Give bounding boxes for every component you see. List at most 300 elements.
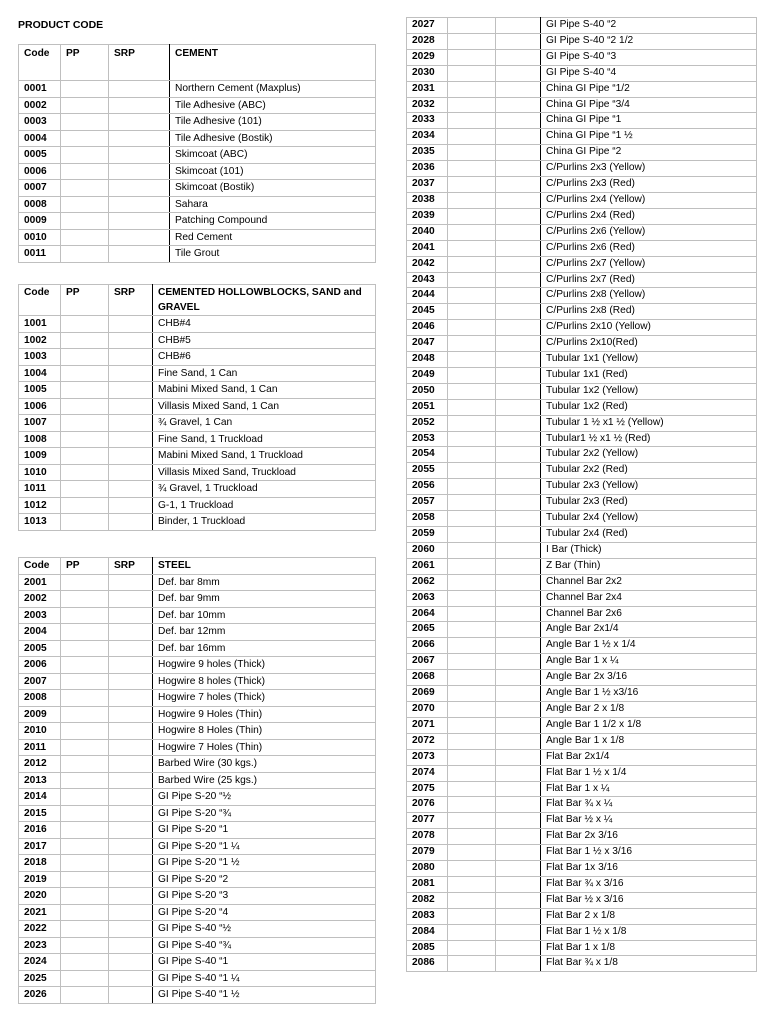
srp-cell (109, 657, 153, 674)
srp-cell (496, 113, 541, 129)
pp-cell (61, 690, 109, 707)
product-name: C/Purlins 2x3 (Red) (541, 177, 757, 193)
table-row (19, 855, 376, 872)
table-row (407, 97, 757, 113)
table-header-row (19, 558, 376, 575)
srp-header: SRP (109, 285, 153, 316)
table-row (407, 320, 757, 336)
steel-continued-table (406, 17, 757, 972)
product-name: GI Pipe S-20 “1 ¼ (153, 838, 376, 855)
pp-cell (448, 113, 496, 129)
srp-cell (109, 871, 153, 888)
product-code: 2071 (407, 717, 448, 733)
table-row (407, 829, 757, 845)
product-name: Angle Bar 1 ½ x 1/4 (541, 638, 757, 654)
srp-cell (109, 147, 170, 164)
product-code: 2012 (19, 756, 61, 773)
table-row (19, 448, 376, 465)
pp-cell (448, 367, 496, 383)
pp-cell (61, 332, 109, 349)
pp-cell (61, 805, 109, 822)
product-code: 2028 (407, 33, 448, 49)
pp-cell (448, 861, 496, 877)
table-row (407, 113, 757, 129)
product-code: 2017 (19, 838, 61, 855)
srp-cell (109, 822, 153, 839)
srp-cell (496, 574, 541, 590)
product-code: 2030 (407, 65, 448, 81)
product-name: Angle Bar 1 1/2 x 1/8 (541, 717, 757, 733)
product-code: 2019 (19, 871, 61, 888)
pp-cell (448, 192, 496, 208)
srp-cell (496, 876, 541, 892)
srp-cell (109, 431, 153, 448)
product-code: 2057 (407, 495, 448, 511)
product-name: Hogwire 9 holes (Thick) (153, 657, 376, 674)
table-row (19, 690, 376, 707)
pp-cell (448, 638, 496, 654)
product-name: Tubular 1x1 (Yellow) (541, 352, 757, 368)
product-name: China GI Pipe “3/4 (541, 97, 757, 113)
table-row (19, 481, 376, 498)
product-code: 1009 (19, 448, 61, 465)
srp-cell (496, 829, 541, 845)
pp-cell (61, 431, 109, 448)
srp-cell (496, 272, 541, 288)
table-row (407, 431, 757, 447)
product-code: 2027 (407, 18, 448, 34)
product-name: C/Purlins 2x7 (Yellow) (541, 256, 757, 272)
pp-cell (61, 706, 109, 723)
table-row (407, 797, 757, 813)
table-row (19, 147, 376, 164)
product-code: 0010 (19, 229, 61, 246)
product-code: 0011 (19, 246, 61, 263)
table-row (407, 956, 757, 972)
pp-cell (61, 365, 109, 382)
table-row (407, 65, 757, 81)
srp-cell (496, 33, 541, 49)
pp-cell (61, 464, 109, 481)
product-name: Tubular 1x2 (Red) (541, 399, 757, 415)
table-row (19, 365, 376, 382)
pp-cell (61, 481, 109, 498)
pp-cell (61, 640, 109, 657)
table-row (407, 622, 757, 638)
pp-cell (448, 336, 496, 352)
srp-cell (496, 415, 541, 431)
table-row (19, 904, 376, 921)
product-code: 0005 (19, 147, 61, 164)
pp-cell (61, 246, 109, 263)
table-row (19, 81, 376, 98)
table-row (19, 130, 376, 147)
table-row (407, 924, 757, 940)
product-code: 2075 (407, 781, 448, 797)
pp-cell (61, 448, 109, 465)
product-code: 0003 (19, 114, 61, 131)
product-name: GI Pipe S-40 “3 (541, 49, 757, 65)
product-code: 2029 (407, 49, 448, 65)
table-row (407, 892, 757, 908)
pp-cell (448, 240, 496, 256)
product-code: 2036 (407, 161, 448, 177)
pp-cell (448, 65, 496, 81)
product-name: GI Pipe S-40 “½ (153, 921, 376, 938)
product-name: G-1, 1 Truckload (153, 497, 376, 514)
srp-cell (496, 336, 541, 352)
srp-cell (109, 398, 153, 415)
srp-cell (109, 607, 153, 624)
product-name: Tubular 2x2 (Red) (541, 463, 757, 479)
product-code: 2072 (407, 733, 448, 749)
srp-cell (496, 733, 541, 749)
pp-cell (61, 937, 109, 954)
pp-cell (61, 382, 109, 399)
product-code: 2010 (19, 723, 61, 740)
product-code: 2082 (407, 892, 448, 908)
srp-cell (109, 97, 170, 114)
table-row (19, 789, 376, 806)
product-name: Channel Bar 2x6 (541, 606, 757, 622)
srp-cell (109, 723, 153, 740)
product-code: 2016 (19, 822, 61, 839)
table-row (407, 606, 757, 622)
product-code: 2043 (407, 272, 448, 288)
product-name: GI Pipe S-40 “2 (541, 18, 757, 34)
product-name: Northern Cement (Maxplus) (170, 81, 376, 98)
category-heading: STEEL (153, 558, 376, 575)
product-name: C/Purlins 2x10 (Yellow) (541, 320, 757, 336)
table-row (19, 464, 376, 481)
product-name: Villasis Mixed Sand, Truckload (153, 464, 376, 481)
product-name: Z Bar (Thin) (541, 558, 757, 574)
table-row (19, 398, 376, 415)
product-name: CHB#5 (153, 332, 376, 349)
pp-cell (448, 479, 496, 495)
product-name: China GI Pipe “1 (541, 113, 757, 129)
product-code: 2049 (407, 367, 448, 383)
pp-cell (61, 163, 109, 180)
table-row (19, 871, 376, 888)
pp-cell (61, 772, 109, 789)
srp-cell (496, 129, 541, 145)
table-row (407, 701, 757, 717)
pp-cell (448, 177, 496, 193)
product-code: 2018 (19, 855, 61, 872)
pp-cell (448, 574, 496, 590)
srp-cell (109, 690, 153, 707)
srp-cell (496, 622, 541, 638)
pp-cell (61, 970, 109, 987)
product-name: Patching Compound (170, 213, 376, 230)
product-code: 2025 (19, 970, 61, 987)
srp-cell (496, 81, 541, 97)
srp-cell (109, 81, 170, 98)
table-row (19, 954, 376, 971)
product-code: 2023 (19, 937, 61, 954)
pp-cell (448, 511, 496, 527)
table-row (407, 908, 757, 924)
product-name: C/Purlins 2x4 (Yellow) (541, 192, 757, 208)
table-row (407, 765, 757, 781)
product-code: 2069 (407, 686, 448, 702)
product-name: Tubular 2x3 (Red) (541, 495, 757, 511)
product-code: 2063 (407, 590, 448, 606)
pp-cell (448, 463, 496, 479)
product-name: Flat Bar ¾ x ¼ (541, 797, 757, 813)
table-row (19, 497, 376, 514)
product-code: 2024 (19, 954, 61, 971)
srp-cell (496, 845, 541, 861)
srp-cell (109, 163, 170, 180)
product-name: GI Pipe S-40 “¾ (153, 937, 376, 954)
product-name: Hogwire 9 Holes (Thin) (153, 706, 376, 723)
product-name: China GI Pipe “1 ½ (541, 129, 757, 145)
pp-cell (61, 954, 109, 971)
table-row (407, 686, 757, 702)
srp-cell (496, 161, 541, 177)
table-row (19, 229, 376, 246)
srp-cell (109, 229, 170, 246)
product-name: China GI Pipe “1/2 (541, 81, 757, 97)
pp-cell (61, 888, 109, 905)
srp-cell (109, 514, 153, 531)
srp-cell (109, 855, 153, 872)
table-row (19, 591, 376, 608)
table-header-row (19, 285, 376, 316)
srp-cell (109, 789, 153, 806)
pp-cell (448, 288, 496, 304)
pp-cell (448, 383, 496, 399)
product-name: Channel Bar 2x4 (541, 590, 757, 606)
table-row (19, 838, 376, 855)
srp-cell (109, 937, 153, 954)
product-code: 2064 (407, 606, 448, 622)
product-name: GI Pipe S-40 “2 1/2 (541, 33, 757, 49)
product-name: Def. bar 12mm (153, 624, 376, 641)
cement-table (18, 44, 376, 263)
product-name: Flat Bar 1 ½ x 1/4 (541, 765, 757, 781)
product-code: 1013 (19, 514, 61, 531)
product-name: Sahara (170, 196, 376, 213)
product-code: 2050 (407, 383, 448, 399)
srp-cell (109, 415, 153, 432)
product-code: 2086 (407, 956, 448, 972)
pp-cell (448, 558, 496, 574)
product-code: 2041 (407, 240, 448, 256)
product-name: Tubular 2x4 (Red) (541, 527, 757, 543)
table-row (19, 196, 376, 213)
table-row (19, 382, 376, 399)
product-code: 2048 (407, 352, 448, 368)
product-code: 2013 (19, 772, 61, 789)
product-name: Angle Bar 2x1/4 (541, 622, 757, 638)
pp-cell (448, 924, 496, 940)
table-row (407, 352, 757, 368)
pp-cell (448, 765, 496, 781)
srp-cell (496, 781, 541, 797)
product-name: Tubular1 ½ x1 ½ (Red) (541, 431, 757, 447)
product-name: CHB#6 (153, 349, 376, 366)
table-row (407, 876, 757, 892)
product-name: Flat Bar ¾ x 1/8 (541, 956, 757, 972)
table-row (407, 940, 757, 956)
product-code: 2083 (407, 908, 448, 924)
product-name: Angle Bar 1 x ¼ (541, 654, 757, 670)
product-name: C/Purlins 2x8 (Red) (541, 304, 757, 320)
pp-cell (448, 940, 496, 956)
srp-cell (109, 349, 153, 366)
table-row (19, 723, 376, 740)
product-code: 2038 (407, 192, 448, 208)
product-name: Angle Bar 2 x 1/8 (541, 701, 757, 717)
product-code: 2052 (407, 415, 448, 431)
srp-cell (496, 97, 541, 113)
product-name: ¾ Gravel, 1 Can (153, 415, 376, 432)
product-code: 1004 (19, 365, 61, 382)
pp-cell (61, 855, 109, 872)
product-code: 2077 (407, 813, 448, 829)
product-code: 2078 (407, 829, 448, 845)
pp-cell (61, 987, 109, 1004)
pp-cell (448, 686, 496, 702)
table-row (19, 624, 376, 641)
product-name: Flat Bar 2 x 1/8 (541, 908, 757, 924)
product-code: 2011 (19, 739, 61, 756)
pp-header: PP (61, 285, 109, 316)
category-heading: CEMENT (170, 45, 376, 81)
product-name: Hogwire 7 holes (Thick) (153, 690, 376, 707)
table-row (407, 590, 757, 606)
srp-cell (496, 717, 541, 733)
product-code: 2033 (407, 113, 448, 129)
table-row (407, 574, 757, 590)
pp-cell (61, 97, 109, 114)
product-name: Flat Bar ½ x 3/16 (541, 892, 757, 908)
pp-cell (61, 229, 109, 246)
product-code: 2014 (19, 789, 61, 806)
product-name: Mabini Mixed Sand, 1 Truckload (153, 448, 376, 465)
srp-cell (496, 924, 541, 940)
product-code: 2020 (19, 888, 61, 905)
product-name: Tile Adhesive (101) (170, 114, 376, 131)
code-header: Code (19, 558, 61, 575)
product-code: 1006 (19, 398, 61, 415)
product-name: Tile Adhesive (Bostik) (170, 130, 376, 147)
table-row (19, 514, 376, 531)
table-row (19, 657, 376, 674)
pp-cell (61, 130, 109, 147)
srp-cell (109, 464, 153, 481)
product-name: GI Pipe S-20 “1 ½ (153, 855, 376, 872)
steel-table (18, 557, 376, 1004)
table-row (19, 640, 376, 657)
srp-cell (496, 431, 541, 447)
srp-cell (496, 49, 541, 65)
srp-cell (496, 558, 541, 574)
srp-cell (496, 765, 541, 781)
pp-cell (448, 399, 496, 415)
table-row (407, 399, 757, 415)
product-name: C/Purlins 2x6 (Red) (541, 240, 757, 256)
table-row (19, 772, 376, 789)
table-row (407, 861, 757, 877)
srp-header: SRP (109, 558, 153, 575)
product-code: 0004 (19, 130, 61, 147)
product-code: 2058 (407, 511, 448, 527)
srp-cell (496, 65, 541, 81)
product-code: 2031 (407, 81, 448, 97)
pp-cell (448, 829, 496, 845)
srp-cell (109, 970, 153, 987)
pp-cell (448, 876, 496, 892)
product-code: 2081 (407, 876, 448, 892)
table-row (19, 822, 376, 839)
product-code: 2073 (407, 749, 448, 765)
product-code: 2032 (407, 97, 448, 113)
srp-cell (496, 797, 541, 813)
product-name: Angle Bar 1 x 1/8 (541, 733, 757, 749)
pp-cell (61, 789, 109, 806)
table-row (407, 781, 757, 797)
srp-cell (496, 861, 541, 877)
product-code: 0008 (19, 196, 61, 213)
pp-cell (448, 81, 496, 97)
product-code: 2066 (407, 638, 448, 654)
product-code: 2059 (407, 527, 448, 543)
product-name: Hogwire 8 holes (Thick) (153, 673, 376, 690)
srp-cell (496, 542, 541, 558)
table-row (19, 673, 376, 690)
product-name: GI Pipe S-20 “4 (153, 904, 376, 921)
srp-cell (109, 481, 153, 498)
pp-cell (448, 781, 496, 797)
product-code: 2074 (407, 765, 448, 781)
product-code: 2022 (19, 921, 61, 938)
code-header: Code (19, 285, 61, 316)
table-row (19, 246, 376, 263)
product-code: 2045 (407, 304, 448, 320)
product-name: GI Pipe S-20 “1 (153, 822, 376, 839)
pp-cell (448, 590, 496, 606)
pp-cell (61, 180, 109, 197)
product-name: Barbed Wire (25 kgs.) (153, 772, 376, 789)
product-code: 2004 (19, 624, 61, 641)
table-row (19, 332, 376, 349)
srp-cell (109, 888, 153, 905)
product-code: 2034 (407, 129, 448, 145)
pp-cell (61, 81, 109, 98)
product-name: Flat Bar 1 x ¼ (541, 781, 757, 797)
product-code: 2084 (407, 924, 448, 940)
product-code: 2085 (407, 940, 448, 956)
table-row (407, 33, 757, 49)
product-code: 1007 (19, 415, 61, 432)
table-row (407, 161, 757, 177)
product-name: GI Pipe S-40 “1 ¼ (153, 970, 376, 987)
table-row (407, 542, 757, 558)
pp-cell (61, 657, 109, 674)
srp-cell (496, 304, 541, 320)
srp-cell (109, 497, 153, 514)
product-code: 2076 (407, 797, 448, 813)
pp-cell (448, 18, 496, 34)
pp-cell (448, 256, 496, 272)
pp-cell (61, 497, 109, 514)
pp-cell (448, 622, 496, 638)
product-name: Tubular 2x2 (Yellow) (541, 447, 757, 463)
